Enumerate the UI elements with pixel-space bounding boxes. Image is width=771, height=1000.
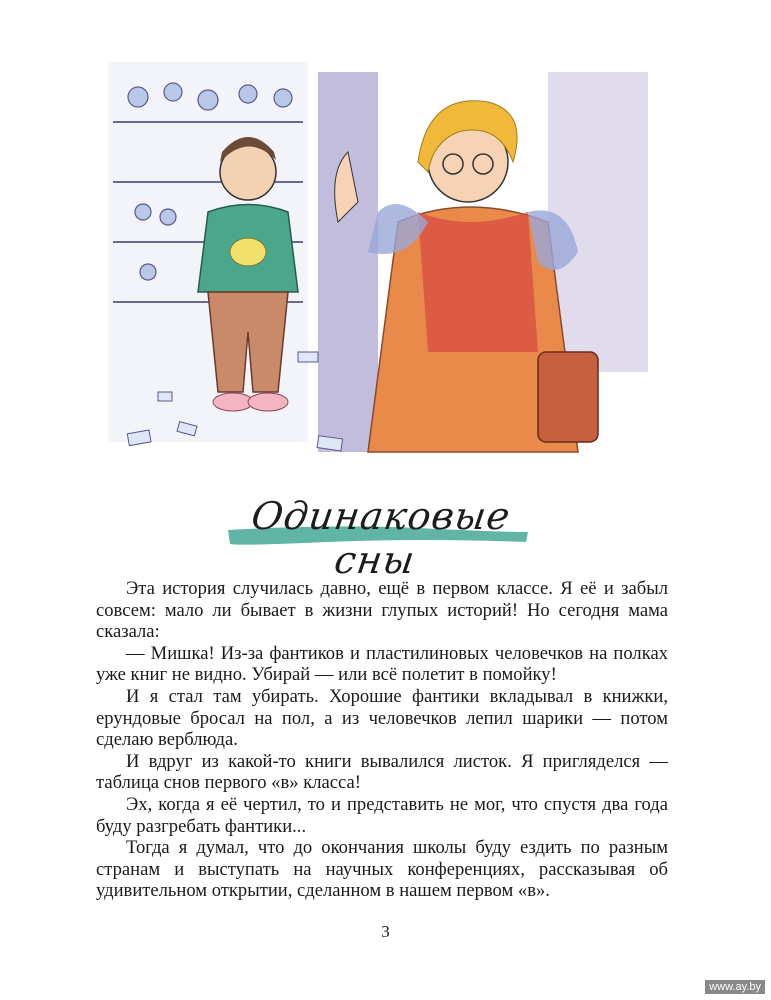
story-text	[96, 578, 668, 902]
paragraph: И я стал там убирать. Хорошие фантики вкладывал в книжки, ерундовые бросал на пол, а из человечков лепил шарики — потом сделаю верблюда.	[96, 685, 668, 751]
watermark: www.ay.by	[705, 980, 765, 994]
paragraph: Эх, когда я её чертил, то и представить не мог, что спустя два года буду разгребать фантики...	[96, 793, 668, 837]
paragraph: Тогда я думал, что до окончания школы буду ездить по разным странам и выступать на научных конференциях, рассказывая об удивительном открытии, сделанном в нашем первом «в».	[96, 837, 668, 902]
boy-and-mother-illustration	[98, 52, 658, 472]
illustration-drawing	[98, 52, 658, 472]
paragraph: Эта история случилась давно, ещё в первом классе. Я её и забыл совсем: мало ли бывает в жизни глупых историй! Но сегодня мама сказала:	[96, 578, 668, 643]
page-number: 3	[381, 922, 390, 941]
paragraph: — Мишка! Из-за фантиков и пластилиновых человечков на полках уже книг не видно. Убирай — или всё полетит в помойку!	[96, 642, 668, 686]
paragraph: И вдруг из какой-то книги вывалился листок. Я пригляделся — таблица снов первого «в» класса!	[96, 750, 668, 794]
chapter-title-block	[218, 488, 538, 582]
chapter-title: Одинаковые сны	[248, 494, 514, 582]
